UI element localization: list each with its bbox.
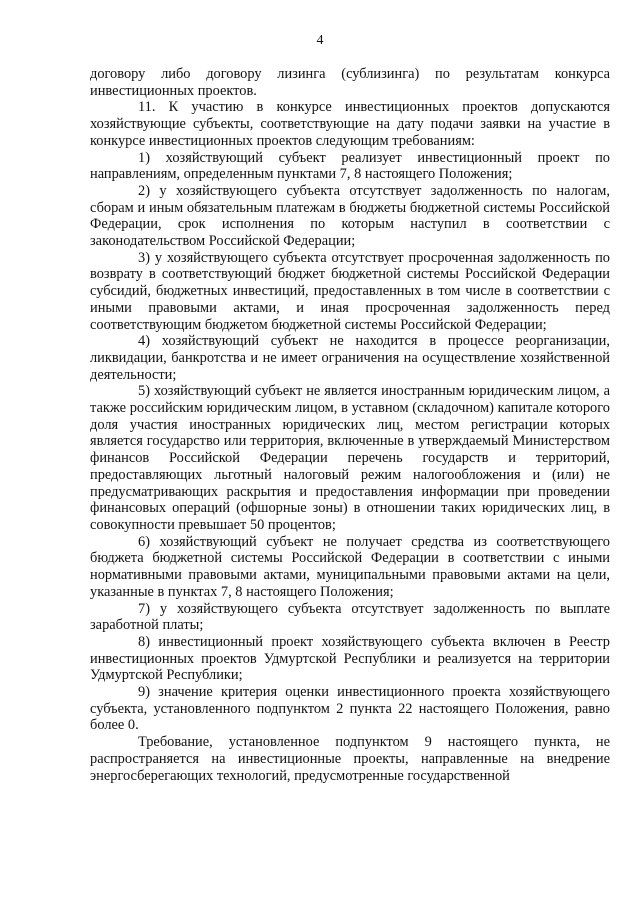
- paragraph-continuation: договору либо договору лизинга (сублизинга) по результатам конкурса инвестиционных проектов.: [90, 66, 610, 99]
- page-number: 4: [316, 33, 324, 48]
- subitem-5: 5) хозяйствующий субъект не является иностранным юридическим лицом, а также российским юридическим лицом, в уставном (складочном) капитале которого доля участия иностранных юридических лиц, местом регистрации которых является государство или территория, включенные в утверждаемый Министерством финансов Российской Федерации перечень государств и территорий, предоставляющих льготный налоговый режим налогообложения и (или) не предусматривающих раскрытия и предоставления информации при проведении финансовых операций (офшорные зоны) в отношении таких юридических лиц, в совокупности превышает 50 процентов;: [90, 383, 610, 533]
- subitem-6: 6) хозяйствующий субъект не получает средства из соответствующего бюджета бюджетной системы Российской Федерации в соответствии с иными нормативными правовыми актами, муниципальными правовыми актами на цели, указанные в пунктах 7, 8 настоящего Положения;: [90, 533, 610, 600]
- subitem-9: 9) значение критерия оценки инвестиционного проекта хозяйствующего субъекта, установленного подпунктом 2 пункта 22 настоящего Положения, равно более 0.: [90, 684, 610, 734]
- subitem-2: 2) у хозяйствующего субъекта отсутствует задолженность по налогам, сборам и иным обязательным платежам в бюджеты бюджетной системы Российской Федерации, срок исполнения по которым наступил в соответствии с законодательством Российской Федерации;: [90, 182, 610, 250]
- subitem-3: 3) у хозяйствующего субъекта отсутствует просроченная задолженность по возврату в соответствующий бюджет бюджетной системы Российской Федерации субсидий, бюджетных инвестиций, предоставленных в том числе в соответствии с иными правовыми актами, и иная просроченная задолженность перед соответствующим бюджетом бюджетной системы Российской Федерации;: [90, 249, 610, 333]
- subitem-7: 7) у хозяйствующего субъекта отсутствует задолженность по выплате заработной платы;: [90, 600, 610, 634]
- subitem-1: 1) хозяйствующий субъект реализует инвестиционный проект по направлениям, определенным пунктами 7, 8 настоящего Положения;: [90, 149, 610, 183]
- subitem-4: 4) хозяйствующий субъект не находится в процессе реорганизации, ликвидации, банкротства и не имеет ограничения на осуществление хозяйственной деятельности;: [90, 333, 610, 383]
- paragraph-item-11: 11. К участию в конкурсе инвестиционных проектов допускаются хозяйствующие субъекты, соответствующие на дату подачи заявки на участие в конкурсе инвестиционных проектов следующим требованиям:: [90, 99, 610, 149]
- paragraph-requirement-note: Требование, установленное подпунктом 9 настоящего пункта, не распространяется на инвестиционные проекты, направленные на внедрение энергосберегающих технологий, предусмотренные государственной: [90, 734, 610, 784]
- subitem-8: 8) инвестиционный проект хозяйствующего субъекта включен в Реестр инвестиционных проектов Удмуртской Республики и реализуется на территории Удмуртской Республики;: [90, 633, 610, 684]
- document-body: [90, 66, 610, 784]
